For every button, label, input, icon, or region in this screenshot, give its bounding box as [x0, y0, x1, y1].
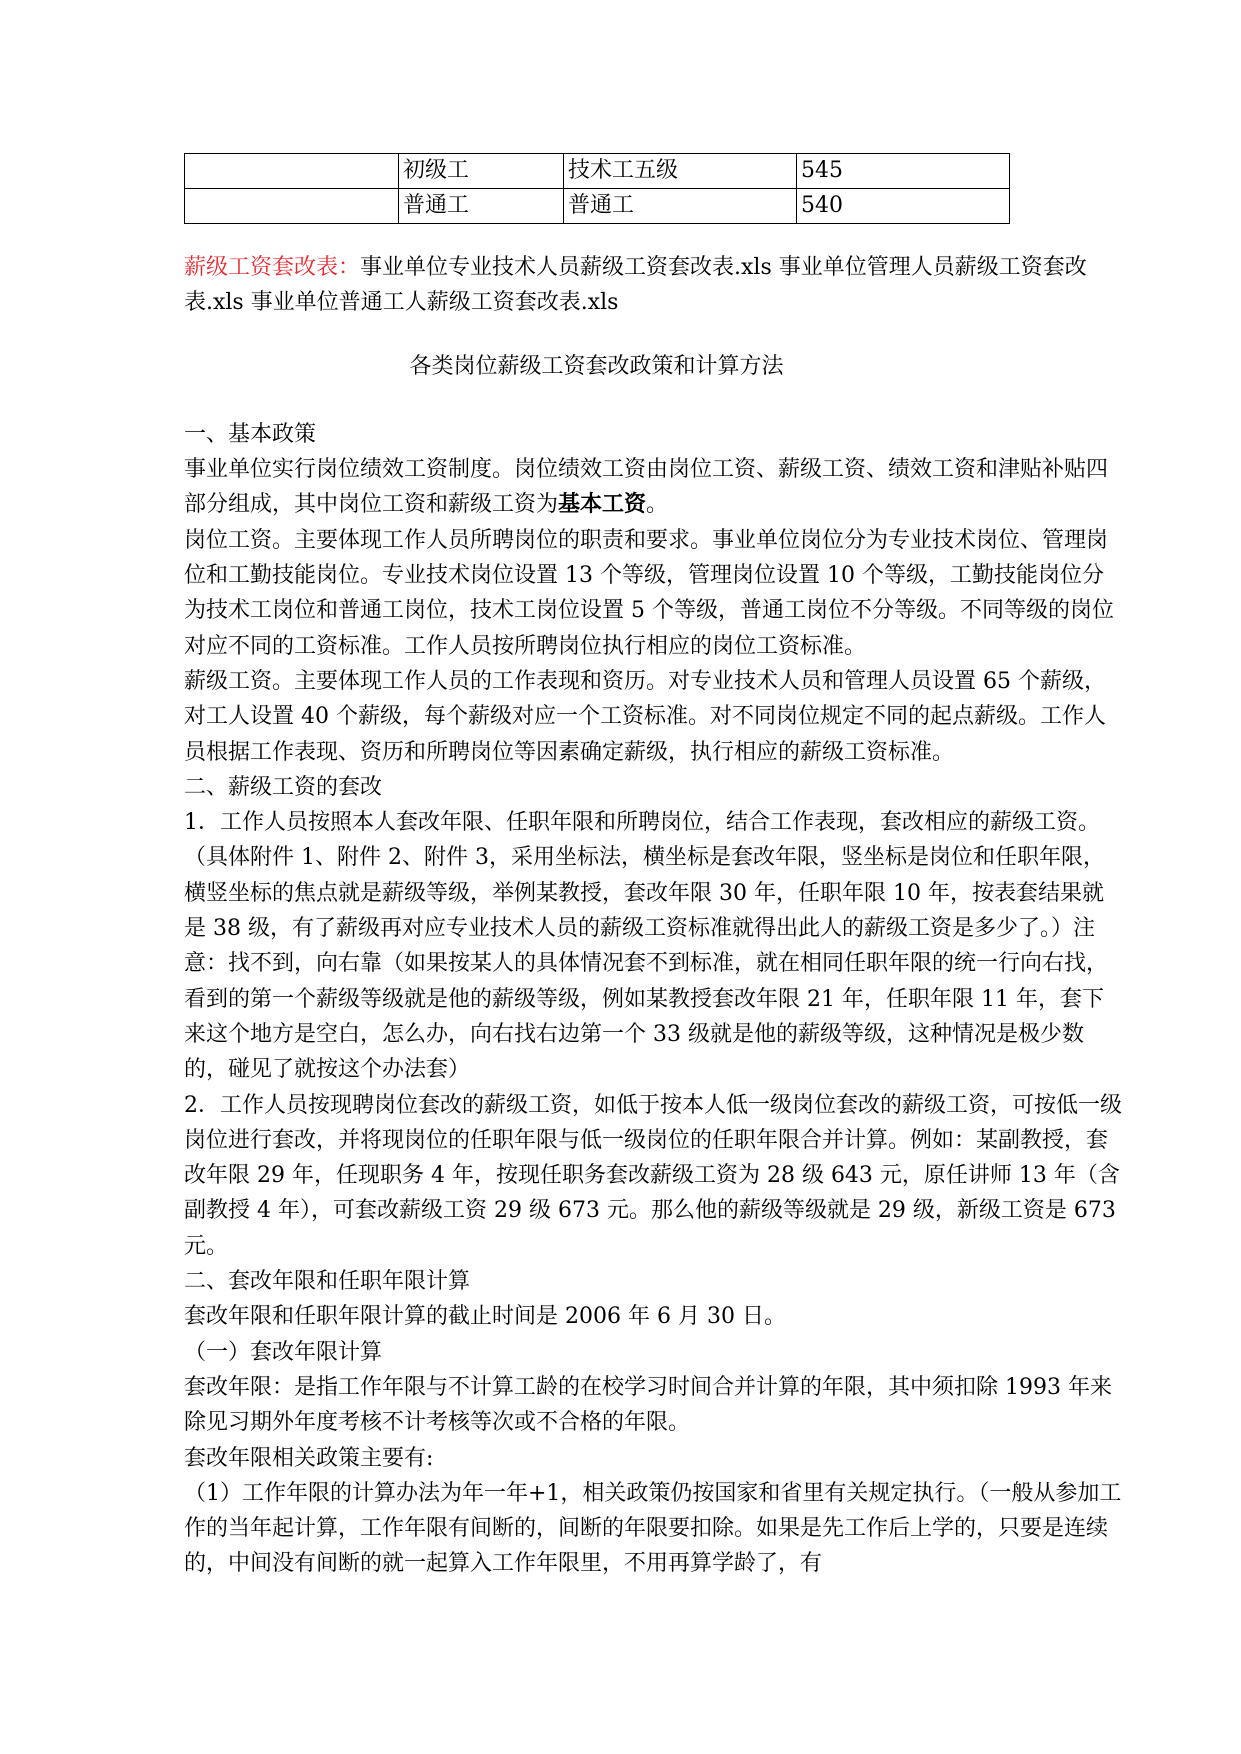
paragraph-text: 。: [646, 492, 669, 518]
table-cell-salary: 545: [797, 154, 1010, 189]
paragraph-deadline: 套改年限和任职年限计算的截止时间是 2006 年 6 月 30 日。: [184, 1304, 786, 1330]
paragraph-position-salary: 岗位工资。主要体现工作人员所聘岗位的职责和要求。事业单位岗位分为专业技术岗位、管理岗位和工勤技能岗位。专业技术岗位设置 13 个等级，管理岗位设置 10 个等级，工勤技能岗位分为技术工岗位和普通工岗位，技术工岗位设置 5 个等级，普通工岗位不分等级。不同等级的岗位对应不同的工资标准。工作人员按所聘岗位执行相应的岗位工资标准。: [184, 527, 1114, 659]
table-cell-grade: 初级工: [399, 154, 564, 189]
table-row: [185, 154, 1010, 189]
section-heading-basic-policy: 一、基本政策: [184, 421, 317, 447]
attachments-line: [184, 250, 1124, 321]
document-body: [184, 250, 1124, 1582]
section-heading-years: 二、套改年限和任职年限计算: [184, 1269, 471, 1295]
salary-table: [184, 153, 1010, 224]
list-item-2: 2．工作人员按现聘岗位套改的薪级工资，如低于按本人低一级岗位套改的薪级工资，可按低一级岗位进行套改，并将现岗位的任职年限与低一级岗位的任职年限合并计算。例如：某副教授，套改年限 29 年，任现职务 4 年，按现任职务套改薪级工资为 28 级 643 元，原任讲师 13 年（含副教授 4 年），可套改薪级工资 29 级 673 元。那么他的薪级等级就是 29 级，新级工资是 673 元。: [184, 1092, 1123, 1259]
paragraph-policy-intro: 套改年限相关政策主要有:: [184, 1445, 434, 1471]
table-cell-grade: 普通工: [399, 189, 564, 224]
table-cell-level: 技术工五级: [564, 154, 797, 189]
list-item-1: 1．工作人员按照本人套改年限、任职年限和所聘岗位，结合工作表现，套改相应的薪级工资。: [184, 810, 1101, 836]
paragraph-policy-1: （1）工作年限的计算办法为年一年+1，相关政策仍按国家和省里有关规定执行。（一般从参加工作的当年起计算，工作年限有间断的，间断的年限要扣除。如果是先工作后上学的，只要是连续的，中间没有间断的就一起算入工作年限里，不用再算学龄了，有: [184, 1480, 1122, 1577]
paragraph-grade-salary: 薪级工资。主要体现工作人员的工作表现和资历。对专业技术人员和管理人员设置 65 个薪级，对工人设置 40 个薪级，每个薪级对应一个工资标准。对不同岗位规定不同的起点薪级。工作人员根据工作表现、资历和所聘岗位等因素确定薪级，执行相应的薪级工资标准。: [184, 668, 1106, 765]
table-row: [185, 189, 1010, 224]
attachments-label: 薪级工资套改表：: [184, 255, 361, 280]
list-item-1-note: （具体附件 1、附件 2、附件 3，采用坐标法，横坐标是套改年限，竖坐标是岗位和任职年限，横竖坐标的焦点就是薪级等级，举例某教授，套改年限 30 年，任职年限 10 年，按表套结果就是 38 级，有了薪级再对应专业技术人员的薪级工资标准就得出此人的薪级工资是多少了。）注意：找不到，向右靠（如果按某人的具体情况套不到标准，就在相同任职年限的统一行向右找，看到的第一个薪级等级就是他的薪级等级，例如某教授套改年限 21 年，任职年限 11 年，套下来这个地方是空白，怎么办，向右找右边第一个 33 级就是他的薪级等级，这种情况是极少数的，碰见了就按这个办法套）: [184, 845, 1109, 1083]
table-cell-salary: 540: [797, 189, 1010, 224]
document-title: 各类岗位薪级工资套改政策和计算方法: [409, 353, 784, 379]
paragraph-salary-system: [184, 452, 1124, 523]
table-cell-level: 普通工: [564, 189, 797, 224]
table-cell-category: [185, 154, 399, 189]
section-heading-grade-conversion: 二、薪级工资的套改: [184, 774, 383, 800]
subsection-heading: （一）套改年限计算: [184, 1339, 383, 1365]
table-cell-category: [185, 189, 399, 224]
attachments-links[interactable]: 事业单位专业技术人员薪级工资套改表.xls 事业单位管理人员薪级工资套改表.xls 事业单位普通工人薪级工资套改表.xls: [184, 255, 1087, 316]
paragraph-definition: 套改年限：是指工作年限与不计算工龄的在校学习时间合并计算的年限，其中须扣除 1993 年来除见习期外年度考核不计考核等次或不合格的年限。: [184, 1374, 1112, 1436]
bold-basic-salary: 基本工资: [558, 491, 647, 518]
paragraph-text: 事业单位实行岗位绩效工资制度。岗位绩效工资由岗位工资、薪级工资、绩效工资和津贴补贴四部分组成，其中岗位工资和薪级工资为: [184, 457, 1109, 518]
